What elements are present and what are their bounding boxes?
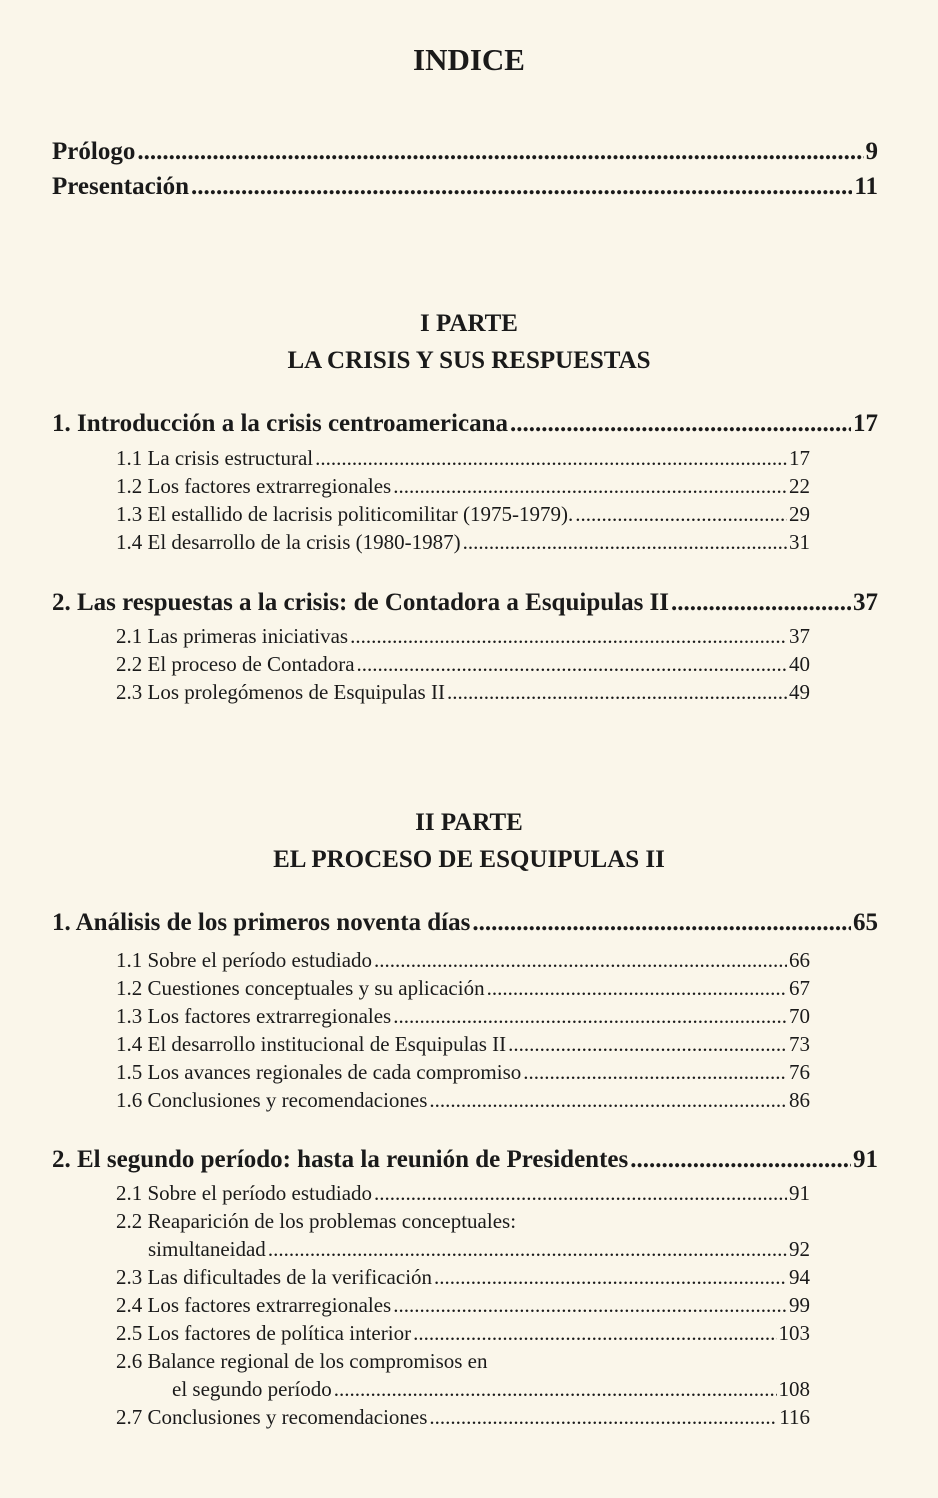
entry-page: 29: [789, 502, 810, 526]
entry-page: 11: [854, 173, 878, 200]
leader-dots: [350, 624, 787, 649]
entry-label: 2.4 Los factores extrarregionales: [116, 1293, 392, 1317]
entry-label: 1. Introducción a la crisis centroamericana: [52, 410, 508, 437]
leader-dots: [357, 652, 787, 677]
entry-page: 67: [789, 976, 810, 1000]
section-entry[interactable]: [116, 502, 810, 530]
leader-dots: [463, 530, 787, 555]
leader-dots: [137, 138, 863, 166]
entry-page: 73: [789, 1032, 810, 1056]
entry-page: 37: [853, 589, 878, 616]
entry-page: 31: [789, 530, 810, 554]
leader-dots: [447, 680, 787, 705]
entry-page: 91: [789, 1181, 810, 1205]
leader-dots: [374, 1181, 787, 1206]
section-entry[interactable]: [116, 948, 810, 976]
part-heading: II PARTE: [415, 809, 523, 836]
entry-page: 40: [789, 652, 810, 676]
section-entry[interactable]: [116, 1060, 810, 1088]
entry-page: 17: [853, 410, 878, 437]
section-entry-label[interactable]: 2.6 Balance regional de los compromisos en: [116, 1349, 488, 1373]
entry-label: 1.3 Los factores extrarregionales: [116, 1004, 392, 1028]
entry-label: 2.1 Sobre el período estudiado: [116, 1181, 373, 1205]
entry-label: simultaneidad: [148, 1237, 266, 1261]
leader-dots: [334, 1377, 777, 1402]
leader-dots: [429, 1405, 777, 1430]
entry-page: 99: [789, 1293, 810, 1317]
leader-dots: [575, 502, 787, 527]
entry-label: 1.4 El desarrollo institucional de Esquipulas II: [116, 1032, 507, 1056]
entry-label: 1.6 Conclusiones y recomendaciones: [116, 1088, 428, 1112]
section-entry[interactable]: [116, 1293, 810, 1321]
section-entry[interactable]: [116, 1032, 810, 1060]
entry-label: 2. Las respuestas a la crisis: de Contadora a Esquipulas II: [52, 589, 670, 616]
entry-page: 9: [865, 138, 878, 165]
leader-dots: [508, 1032, 787, 1057]
chapter-entry[interactable]: [52, 909, 878, 941]
section-entry[interactable]: [116, 1088, 810, 1116]
entry-label: 1. Análisis de los primeros noventa días: [52, 909, 471, 936]
entry-label: el segundo período: [172, 1377, 332, 1401]
entry-label: 1.1 La crisis estructural: [116, 446, 314, 470]
entry-page: 86: [789, 1088, 810, 1112]
part-heading: I PARTE: [420, 310, 518, 337]
entry-page: 66: [789, 948, 810, 972]
entry-page: 103: [778, 1321, 810, 1345]
chapter-entry[interactable]: [52, 1146, 878, 1178]
leader-dots: [630, 1146, 851, 1174]
entry-label: 2.3 Las dificultades de la verificación: [116, 1265, 433, 1289]
entry-page: 92: [789, 1237, 810, 1261]
section-entry-label[interactable]: 2.2 Reaparición de los problemas conceptuales:: [116, 1209, 517, 1233]
leader-dots: [429, 1088, 787, 1113]
section-entry-continuation[interactable]: [148, 1237, 810, 1265]
entry-label: 2.1 Las primeras iniciativas: [116, 624, 349, 648]
leader-dots: [393, 1004, 787, 1029]
section-entry[interactable]: [116, 680, 810, 708]
entry-label: 2.5 Los factores de política interior: [116, 1321, 412, 1345]
entry-label: 1.1 Sobre el período estudiado: [116, 948, 373, 972]
section-entry[interactable]: [116, 474, 810, 502]
section-entry[interactable]: [116, 624, 810, 652]
leader-dots: [434, 1265, 787, 1290]
entry-label: 2.3 Los prolegómenos de Esquipulas II: [116, 680, 445, 704]
section-entry[interactable]: [116, 530, 810, 558]
entry-label: 1.4 El desarrollo de la crisis (1980-1987): [116, 530, 461, 554]
entry-label: 2. El segundo período: hasta la reunión de Presidentes: [52, 1146, 629, 1173]
entry-page: 70: [789, 1004, 810, 1028]
section-entry[interactable]: [116, 1181, 810, 1209]
leader-dots: [393, 1293, 787, 1318]
leader-dots: [315, 446, 787, 471]
entry-label: Presentación: [52, 173, 190, 200]
page-title: INDICE: [413, 42, 525, 77]
leader-dots: [523, 1060, 787, 1085]
section-entry[interactable]: [116, 446, 810, 474]
entry-page: 22: [789, 474, 810, 498]
leader-dots: [671, 589, 851, 617]
section-entry[interactable]: [116, 652, 810, 680]
entry-label: 1.2 Los factores extrarregionales: [116, 474, 392, 498]
entry-label: 2.2 El proceso de Contadora: [116, 652, 355, 676]
entry-page: 108: [778, 1377, 810, 1401]
section-entry[interactable]: [116, 1405, 810, 1433]
part-subheading: EL PROCESO DE ESQUIPULAS II: [273, 846, 665, 873]
leader-dots: [393, 474, 787, 499]
entry-page: 94: [789, 1265, 810, 1289]
entry-label: 1.5 Los avances regionales de cada compromiso: [116, 1060, 522, 1084]
entry-label: Prólogo: [52, 138, 136, 165]
section-entry[interactable]: [116, 1004, 810, 1032]
toc-entry-presentacion[interactable]: [52, 173, 878, 205]
leader-dots: [510, 410, 851, 438]
leader-dots: [374, 948, 787, 973]
section-entry[interactable]: [116, 1265, 810, 1293]
section-entry[interactable]: [116, 976, 810, 1004]
leader-dots: [472, 909, 851, 937]
entry-page: 49: [789, 680, 810, 704]
leader-dots: [487, 976, 787, 1001]
leader-dots: [268, 1237, 787, 1262]
leader-dots: [413, 1321, 776, 1346]
entry-label: 1.3 El estallido de lacrisis politicomilitar (1975-1979).: [116, 502, 574, 526]
part-subheading: LA CRISIS Y SUS RESPUESTAS: [287, 347, 651, 374]
entry-page: 17: [789, 446, 810, 470]
entry-page: 37: [789, 624, 810, 648]
entry-label: 1.2 Cuestiones conceptuales y su aplicación: [116, 976, 485, 1000]
leader-dots: [191, 173, 852, 201]
section-entry[interactable]: [116, 1321, 810, 1349]
entry-label: 2.7 Conclusiones y recomendaciones: [116, 1405, 428, 1429]
entry-page: 91: [853, 1146, 878, 1173]
chapter-entry[interactable]: [52, 589, 878, 621]
section-entry-continuation[interactable]: [172, 1377, 810, 1405]
entry-page: 76: [789, 1060, 810, 1084]
entry-page: 65: [853, 909, 878, 936]
chapter-entry[interactable]: [52, 410, 878, 442]
toc-entry-prologo[interactable]: [52, 138, 878, 170]
entry-page: 116: [779, 1405, 810, 1429]
